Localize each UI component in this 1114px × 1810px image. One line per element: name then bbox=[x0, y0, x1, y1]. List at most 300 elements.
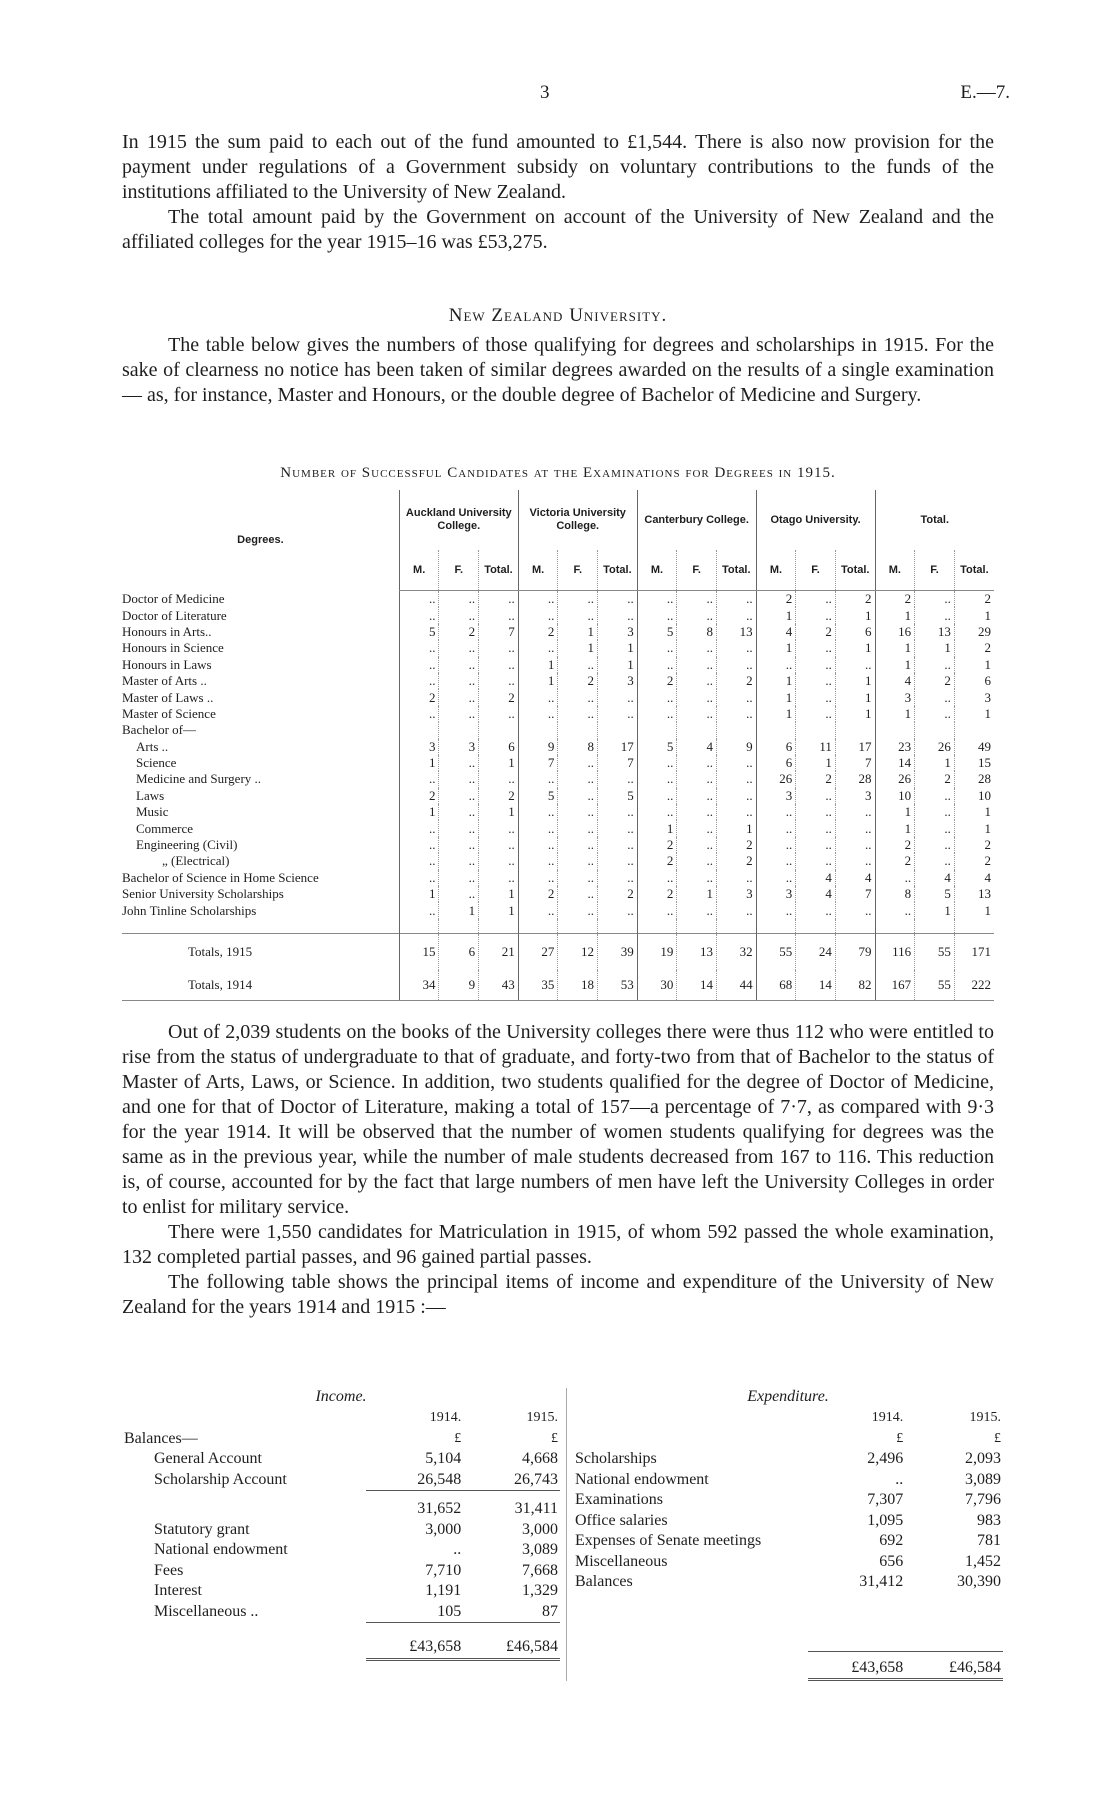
table-cell: .. bbox=[677, 657, 717, 673]
degree-label: Honours in Arts.. bbox=[122, 623, 212, 639]
college-header: Canterbury College. bbox=[637, 490, 756, 550]
table-cell: .. bbox=[637, 640, 677, 656]
income-subtotal-1914: 31,652 bbox=[417, 1500, 462, 1518]
table-cell: 35 bbox=[518, 970, 558, 1001]
table-cell: .. bbox=[915, 591, 955, 608]
table-cell: .. bbox=[518, 820, 558, 836]
income-subtotal-1915: 31,411 bbox=[514, 1500, 558, 1518]
table-cell: 2 bbox=[796, 771, 836, 787]
table-cell: 1 bbox=[756, 673, 796, 689]
table-cell: 167 bbox=[875, 970, 915, 1001]
table-cell: .. bbox=[518, 640, 558, 656]
table-cell: .. bbox=[558, 886, 598, 902]
table-cell bbox=[875, 722, 915, 738]
table-cell: 3 bbox=[598, 673, 638, 689]
table-cell: 6 bbox=[835, 624, 875, 640]
paragraph: The following table shows the principal items of income and expenditure of the University of New Zealand for the years 1914 and 1915 :— bbox=[122, 1271, 994, 1318]
table-cell: .. bbox=[677, 640, 717, 656]
expenditure-value-1915: 3,089 bbox=[965, 1470, 1001, 1488]
table-cell: 2 bbox=[716, 673, 756, 689]
table-cell: 2 bbox=[637, 886, 677, 902]
table-cell bbox=[677, 722, 717, 738]
table-cell: 16 bbox=[875, 624, 915, 640]
table-cell: .. bbox=[399, 853, 439, 869]
degree-label: Honours in Laws bbox=[122, 656, 212, 672]
table-row bbox=[122, 624, 994, 640]
table-cell: .. bbox=[399, 902, 439, 918]
income-item-label: General Account bbox=[154, 1450, 262, 1468]
sub-header-total: Total. bbox=[598, 550, 638, 591]
table-cell: .. bbox=[439, 804, 479, 820]
table-cell: .. bbox=[796, 689, 836, 705]
degrees-table-body bbox=[122, 591, 994, 1001]
table-cell: .. bbox=[915, 706, 955, 722]
sub-header-total: Total. bbox=[716, 550, 756, 591]
degree-label: Laws bbox=[136, 787, 165, 803]
table-cell: .. bbox=[518, 902, 558, 918]
expenditure-item-label: Examinations bbox=[575, 1491, 663, 1509]
table-cell: 2 bbox=[875, 853, 915, 869]
table-cell: .. bbox=[558, 804, 598, 820]
table-cell: .. bbox=[598, 820, 638, 836]
table-cell: .. bbox=[439, 820, 479, 836]
table-cell: .. bbox=[716, 902, 756, 918]
table-cell: .. bbox=[677, 607, 717, 623]
table-cell: .. bbox=[479, 673, 519, 689]
table-cell: 29 bbox=[954, 624, 994, 640]
table-row bbox=[122, 870, 994, 886]
table-cell: .. bbox=[598, 771, 638, 787]
table-cell: 4 bbox=[756, 624, 796, 640]
table-row bbox=[122, 902, 994, 918]
table-cell: .. bbox=[558, 853, 598, 869]
table-row bbox=[122, 689, 994, 705]
table-cell: 222 bbox=[954, 970, 994, 1001]
table-cell: 6 bbox=[479, 739, 519, 755]
table-cell: .. bbox=[598, 902, 638, 918]
income-value-1915: 7,668 bbox=[522, 1561, 558, 1579]
table-cell: .. bbox=[598, 870, 638, 886]
table-cell: 2 bbox=[637, 853, 677, 869]
degree-label: Medicine and Surgery .. bbox=[136, 771, 262, 787]
table-cell: .. bbox=[796, 788, 836, 804]
table-cell: .. bbox=[677, 902, 717, 918]
table-cell: 8 bbox=[677, 624, 717, 640]
table-cell: 82 bbox=[835, 970, 875, 1001]
table-cell: 1 bbox=[637, 820, 677, 836]
table-cell: .. bbox=[399, 837, 439, 853]
table-cell: .. bbox=[558, 820, 598, 836]
table-cell bbox=[399, 722, 439, 738]
table-cell: 49 bbox=[954, 739, 994, 755]
table-cell: 8 bbox=[875, 886, 915, 902]
table-cell: .. bbox=[716, 870, 756, 886]
table-cell: 2 bbox=[954, 853, 994, 869]
table-cell: .. bbox=[835, 820, 875, 836]
balances-label: Balances— bbox=[124, 1429, 198, 1447]
expenditure-value-1915: 781 bbox=[977, 1532, 1001, 1550]
table-cell: .. bbox=[796, 657, 836, 673]
table-cell: 1 bbox=[835, 607, 875, 623]
degree-label: Master of Arts .. bbox=[122, 673, 207, 689]
year-header: 1915. bbox=[526, 1410, 558, 1426]
table-cell: 2 bbox=[954, 591, 994, 608]
table-cell: 2 bbox=[518, 886, 558, 902]
table-cell: 44 bbox=[716, 970, 756, 1001]
table-cell: .. bbox=[558, 657, 598, 673]
table-cell bbox=[439, 722, 479, 738]
table-cell: .. bbox=[637, 706, 677, 722]
table-cell: .. bbox=[479, 706, 519, 722]
table-cell: 1 bbox=[875, 640, 915, 656]
table-cell: 26 bbox=[756, 771, 796, 787]
table-cell: .. bbox=[875, 870, 915, 886]
sub-header-f: F. bbox=[915, 550, 955, 591]
currency-symbol: £ bbox=[551, 1430, 558, 1446]
table-cell: .. bbox=[637, 771, 677, 787]
table-row bbox=[122, 722, 994, 738]
table-cell: .. bbox=[756, 657, 796, 673]
income-value-1915: 1,329 bbox=[522, 1582, 558, 1600]
expenditure-total-1915: £46,584 bbox=[905, 1658, 1003, 1680]
degree-label: Totals, 1914 bbox=[122, 970, 399, 1001]
table-cell bbox=[598, 722, 638, 738]
income-value-1915: 4,668 bbox=[522, 1450, 558, 1468]
table-cell: .. bbox=[716, 788, 756, 804]
table-cell: .. bbox=[439, 870, 479, 886]
table-cell: 15 bbox=[399, 933, 439, 970]
table-cell: 17 bbox=[598, 739, 638, 755]
sub-header-total: Total. bbox=[954, 550, 994, 591]
table-cell: .. bbox=[835, 902, 875, 918]
degree-label: Senior University Scholarships bbox=[122, 886, 284, 902]
table-row bbox=[122, 933, 994, 970]
table-cell: .. bbox=[716, 755, 756, 771]
expenditure-item-label: Scholarships bbox=[575, 1450, 657, 1468]
table-cell: .. bbox=[835, 853, 875, 869]
table-cell: 2 bbox=[479, 689, 519, 705]
table-cell: .. bbox=[479, 640, 519, 656]
table-cell: 1 bbox=[875, 820, 915, 836]
table-cell: 4 bbox=[915, 870, 955, 886]
currency-symbol: £ bbox=[994, 1430, 1001, 1446]
degree-label: Totals, 1915 bbox=[122, 933, 399, 970]
table-cell: .. bbox=[598, 706, 638, 722]
income-item-label: Fees bbox=[154, 1561, 184, 1579]
table-cell: 1 bbox=[796, 755, 836, 771]
table-cell: 2 bbox=[915, 771, 955, 787]
table-cell: 2 bbox=[637, 673, 677, 689]
document-reference: E.—7. bbox=[960, 82, 1010, 103]
income-value-1914: 5,104 bbox=[425, 1450, 462, 1468]
table-cell: 1 bbox=[558, 640, 598, 656]
table-cell: 1 bbox=[954, 804, 994, 820]
table-cell: 2 bbox=[875, 837, 915, 853]
table-cell: .. bbox=[756, 837, 796, 853]
table-cell: 7 bbox=[479, 624, 519, 640]
table-cell: 5 bbox=[915, 886, 955, 902]
table-cell: 13 bbox=[915, 624, 955, 640]
table-cell: 3 bbox=[439, 739, 479, 755]
sub-header-f: F. bbox=[677, 550, 717, 591]
paragraph: Out of 2,039 students on the books of the University colleges there were thus 112 who were entitled to rise from the status of undergraduate to that of graduate, and forty-two from that of Bachelor to the status of Master of Arts, Laws, or Science. In addition, two students qualified for the degree of Doctor of Medicine, and one for that of Doctor of Literature, making a total of 157—a percentage of 7·7, as compared with 9·3 for the year 1914. It will be observed that the number of women students qualifying for degrees was the same as in the previous year, while the number of male students decreased from 167 to 116. This reduction is, of course, accounted for by the fact that large numbers of men have left the University Colleges in order to enlist for military service. bbox=[122, 1021, 994, 1218]
degree-label: Master of Laws .. bbox=[122, 689, 214, 705]
sub-header-m: M. bbox=[756, 550, 796, 591]
table-cell: .. bbox=[558, 755, 598, 771]
table-cell: .. bbox=[598, 689, 638, 705]
table-cell: 1 bbox=[915, 755, 955, 771]
table-cell: .. bbox=[518, 804, 558, 820]
table-intro-text bbox=[122, 333, 994, 408]
table-cell: 3 bbox=[875, 689, 915, 705]
table-cell: 1 bbox=[756, 689, 796, 705]
sub-header-m: M. bbox=[875, 550, 915, 591]
table-cell: .. bbox=[479, 853, 519, 869]
table-cell: .. bbox=[518, 853, 558, 869]
table-cell: .. bbox=[439, 755, 479, 771]
table-cell: 9 bbox=[518, 739, 558, 755]
table-cell: 9 bbox=[716, 739, 756, 755]
table-cell: 55 bbox=[915, 933, 955, 970]
currency-symbol: £ bbox=[896, 1430, 904, 1446]
table-cell: 2 bbox=[954, 640, 994, 656]
table-cell: 2 bbox=[756, 591, 796, 608]
table-cell: .. bbox=[479, 607, 519, 623]
table-cell: 13 bbox=[954, 886, 994, 902]
table-cell: .. bbox=[915, 657, 955, 673]
table-row bbox=[122, 673, 994, 689]
table-cell: 14 bbox=[796, 970, 836, 1001]
table-cell: 13 bbox=[677, 933, 717, 970]
income-value-1915: 87 bbox=[542, 1602, 558, 1620]
table-cell: 14 bbox=[875, 755, 915, 771]
degree-label: Music bbox=[136, 804, 169, 820]
table-cell: 24 bbox=[796, 933, 836, 970]
table-cell: 7 bbox=[835, 886, 875, 902]
table-cell: 11 bbox=[796, 739, 836, 755]
table-cell: 2 bbox=[399, 788, 439, 804]
table-cell: .. bbox=[479, 591, 519, 608]
table-cell: .. bbox=[558, 902, 598, 918]
table-cell: .. bbox=[716, 607, 756, 623]
sub-header-f: F. bbox=[796, 550, 836, 591]
table-cell: 5 bbox=[518, 788, 558, 804]
sub-header-f: F. bbox=[439, 550, 479, 591]
table-cell: .. bbox=[677, 689, 717, 705]
expenditure-value-1914: 1,095 bbox=[867, 1511, 904, 1529]
income-item-label: Interest bbox=[154, 1582, 202, 1600]
table-cell: 1 bbox=[954, 820, 994, 836]
table-cell: 1 bbox=[439, 902, 479, 918]
table-cell: .. bbox=[835, 837, 875, 853]
table-cell: .. bbox=[439, 591, 479, 608]
expenditure-value-1915: 1,452 bbox=[965, 1552, 1001, 1570]
summary-text bbox=[122, 1020, 994, 1320]
table-cell: 18 bbox=[558, 970, 598, 1001]
table-cell: .. bbox=[598, 853, 638, 869]
table-cell: 5 bbox=[399, 624, 439, 640]
intro-text bbox=[122, 130, 994, 255]
table-cell: 171 bbox=[954, 933, 994, 970]
expenditure-statement bbox=[566, 1388, 1003, 1681]
table-cell: 6 bbox=[756, 739, 796, 755]
table-cell: 8 bbox=[558, 739, 598, 755]
table-cell: .. bbox=[518, 689, 558, 705]
table-cell: .. bbox=[479, 820, 519, 836]
table-cell: 10 bbox=[954, 788, 994, 804]
table-cell: 1 bbox=[598, 657, 638, 673]
table-cell: 1 bbox=[598, 640, 638, 656]
table-cell: 1 bbox=[399, 886, 439, 902]
table-cell: 19 bbox=[637, 933, 677, 970]
table-cell: .. bbox=[598, 607, 638, 623]
table-cell: 1 bbox=[954, 657, 994, 673]
table-row bbox=[122, 706, 994, 722]
table-cell: .. bbox=[716, 804, 756, 820]
table-cell bbox=[716, 722, 756, 738]
table-cell: .. bbox=[558, 771, 598, 787]
degree-label: „ (Electrical) bbox=[162, 853, 230, 869]
table-cell: 1 bbox=[954, 607, 994, 623]
table-cell: .. bbox=[518, 771, 558, 787]
table-cell: 1 bbox=[875, 607, 915, 623]
table-cell: 55 bbox=[915, 970, 955, 1001]
table-cell: 6 bbox=[954, 673, 994, 689]
degree-label: Doctor of Medicine bbox=[122, 590, 225, 606]
table-cell: .. bbox=[915, 820, 955, 836]
table-cell: .. bbox=[796, 902, 836, 918]
table-cell: .. bbox=[439, 706, 479, 722]
income-item-label: National endowment bbox=[154, 1541, 288, 1559]
expenditure-title: Expenditure. bbox=[747, 1388, 829, 1405]
table-cell: 1 bbox=[835, 673, 875, 689]
table-cell: .. bbox=[677, 804, 717, 820]
table-cell: 1 bbox=[716, 820, 756, 836]
college-header: Otago University. bbox=[756, 490, 875, 550]
college-header: Total. bbox=[875, 490, 994, 550]
expenditure-value-1914: 31,412 bbox=[859, 1573, 904, 1591]
table-cell: .. bbox=[558, 870, 598, 886]
table-cell: 3 bbox=[954, 689, 994, 705]
table-cell: 28 bbox=[835, 771, 875, 787]
table-cell: 7 bbox=[835, 755, 875, 771]
table-cell: 4 bbox=[796, 886, 836, 902]
table-cell: .. bbox=[796, 640, 836, 656]
table-cell: 1 bbox=[677, 886, 717, 902]
table-cell: .. bbox=[637, 591, 677, 608]
table-cell: 2 bbox=[835, 591, 875, 608]
table-row bbox=[122, 837, 994, 853]
table-cell: .. bbox=[558, 689, 598, 705]
table-row bbox=[122, 804, 994, 820]
table-cell: 2 bbox=[915, 673, 955, 689]
table-cell: .. bbox=[915, 837, 955, 853]
paragraph: There were 1,550 candidates for Matriculation in 1915, of whom 592 passed the whole examination, 132 completed partial passes, and 96 gained partial passes. bbox=[122, 1221, 994, 1268]
expenditure-total-1914: £43,658 bbox=[808, 1658, 906, 1680]
degrees-column-header: Degrees. bbox=[237, 533, 284, 546]
income-value-1914: 105 bbox=[437, 1602, 462, 1620]
table-cell: 21 bbox=[479, 933, 519, 970]
expenditure-value-1914: 692 bbox=[879, 1532, 904, 1550]
table-row bbox=[122, 820, 994, 836]
table-cell: 2 bbox=[716, 853, 756, 869]
expenditure-value-1914: .. bbox=[895, 1470, 904, 1488]
table-cell: .. bbox=[598, 591, 638, 608]
expenditure-item-label: Miscellaneous bbox=[575, 1552, 668, 1570]
table-cell: .. bbox=[716, 706, 756, 722]
income-total-1914: £43,658 bbox=[366, 1637, 463, 1659]
college-header: Auckland University College. bbox=[399, 490, 518, 550]
table-cell: 7 bbox=[518, 755, 558, 771]
table-cell: 5 bbox=[598, 788, 638, 804]
table-cell: 3 bbox=[399, 739, 439, 755]
sub-header-total: Total. bbox=[479, 550, 519, 591]
sub-header-f: F. bbox=[558, 550, 598, 591]
expenditure-item-label: Expenses of Senate meetings bbox=[575, 1532, 762, 1550]
table-cell: 26 bbox=[915, 739, 955, 755]
table-cell: .. bbox=[479, 771, 519, 787]
table-cell: .. bbox=[479, 657, 519, 673]
table-cell: 1 bbox=[479, 902, 519, 918]
table-cell: 4 bbox=[677, 739, 717, 755]
paragraph: The total amount paid by the Government on account of the University of New Zealand and the affiliated colleges for the year 1915–16 was £53,275. bbox=[122, 206, 994, 253]
paragraph: The table below gives the numbers of those qualifying for degrees and scholarships in 1915. For the sake of clearness no notice has been taken of similar degrees awarded on the results of a single examination — as, for instance, Master and Honours, or the double degree of Bachelor of Medicine and Surgery. bbox=[122, 334, 994, 406]
income-total-1915: £46,584 bbox=[463, 1637, 560, 1659]
table-cell: 6 bbox=[756, 755, 796, 771]
degree-label: Science bbox=[136, 755, 177, 771]
expenditure-value-1914: 2,496 bbox=[867, 1450, 904, 1468]
table-cell bbox=[915, 722, 955, 738]
expenditure-value-1915: 2,093 bbox=[965, 1450, 1001, 1468]
table-cell: .. bbox=[479, 837, 519, 853]
table-cell: .. bbox=[558, 837, 598, 853]
table-cell: 9 bbox=[439, 970, 479, 1001]
table-cell: .. bbox=[796, 837, 836, 853]
table-cell: 1 bbox=[875, 804, 915, 820]
table-cell: 30 bbox=[637, 970, 677, 1001]
income-item-label: Scholarship Account bbox=[154, 1471, 287, 1488]
table-cell: 32 bbox=[716, 933, 756, 970]
table-cell: .. bbox=[796, 607, 836, 623]
table-cell: .. bbox=[637, 689, 677, 705]
table-cell: .. bbox=[716, 689, 756, 705]
degree-label: Bachelor of Science in Home Science bbox=[122, 869, 319, 885]
table-cell: 2 bbox=[479, 788, 519, 804]
table-cell: 1 bbox=[479, 804, 519, 820]
table-cell: .. bbox=[796, 591, 836, 608]
table-cell: .. bbox=[677, 706, 717, 722]
table-cell: .. bbox=[598, 837, 638, 853]
table-cell: 23 bbox=[875, 739, 915, 755]
table-cell: 1 bbox=[835, 640, 875, 656]
table-row bbox=[122, 607, 994, 623]
table-cell: 13 bbox=[716, 624, 756, 640]
table-cell: .. bbox=[558, 706, 598, 722]
table-cell: 2 bbox=[598, 886, 638, 902]
table-cell: 1 bbox=[915, 640, 955, 656]
table-cell: .. bbox=[439, 657, 479, 673]
table-cell: 5 bbox=[637, 624, 677, 640]
currency-symbol: £ bbox=[454, 1430, 462, 1446]
paragraph: In 1915 the sum paid to each out of the fund amounted to £1,544. There is also now provision for the payment under regulations of a Government subsidy on voluntary contributions to the funds of the institutions affiliated to the University of New Zealand. bbox=[122, 131, 994, 203]
table-cell: .. bbox=[716, 591, 756, 608]
expenditure-value-1914: 656 bbox=[879, 1552, 904, 1570]
degree-label: Engineering (Civil) bbox=[136, 837, 238, 853]
table-cell: 1 bbox=[518, 673, 558, 689]
table-cell: .. bbox=[399, 771, 439, 787]
table-cell: 1 bbox=[756, 607, 796, 623]
table-cell: 1 bbox=[835, 706, 875, 722]
